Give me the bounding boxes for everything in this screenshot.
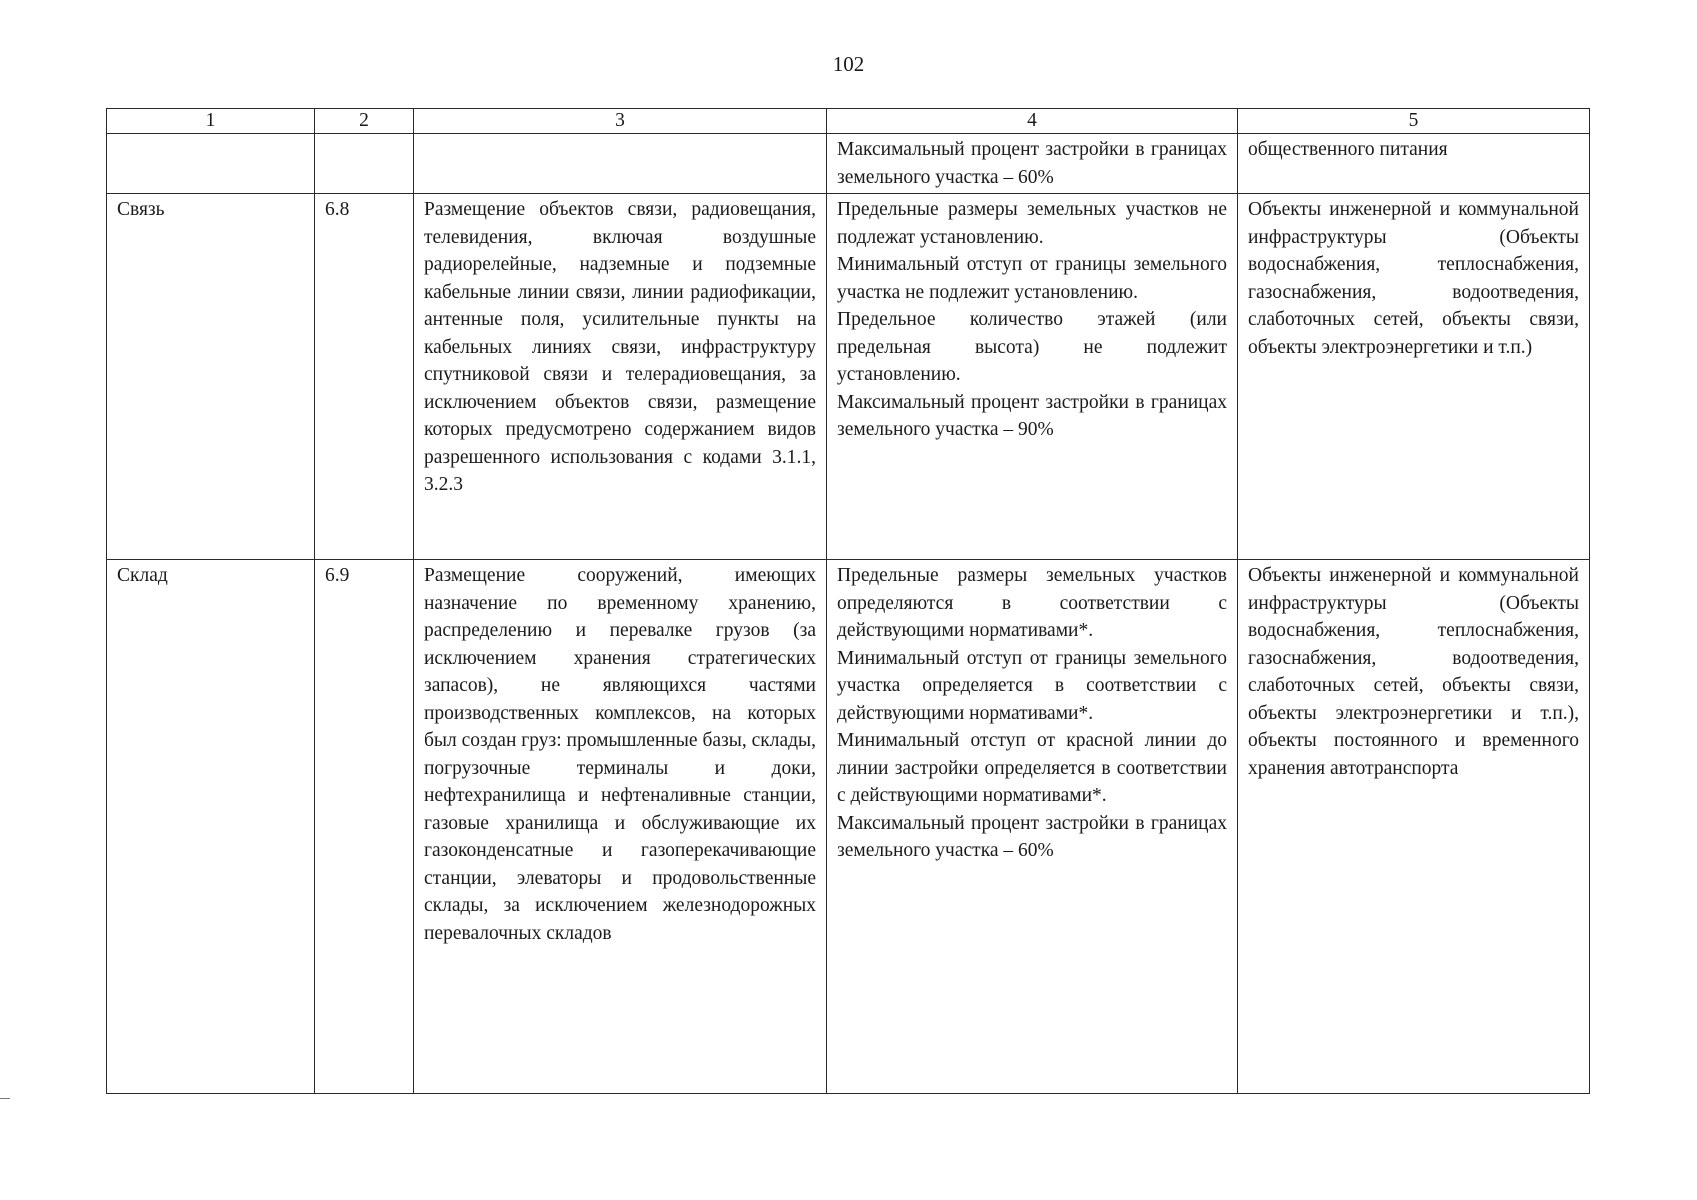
column-number-5: 5	[1238, 109, 1590, 134]
parameter-line: Предельные размеры земельных участков не подлежат установлению.	[837, 199, 1227, 248]
empty-cell	[414, 134, 827, 194]
land-use-code: 6.8	[315, 194, 414, 560]
parameter-line: Предельные размеры земельных участков определяются в соответствии с действующими нормативами*.	[837, 565, 1227, 641]
column-number-3: 3	[414, 109, 827, 134]
empty-cell	[315, 134, 414, 194]
header-row	[107, 109, 1590, 134]
scan-edge-mark	[0, 1098, 10, 1099]
land-use-description: Размещение сооружений, имеющих назначение по временному хранению, распределению и перевалке грузов (за исключением хранения стратегических запасов), не являющихся частями производственных комплексов, на которых был создан груз: промышленные базы, склады, погрузочные терминалы и доки, нефтехранилища и нефтеналивные станции, газовые хранилища и обслуживающие их газоконденсатные и газоперекачивающие станции, элеваторы и продовольственные склады, за исключением железнодорожных перевалочных складов	[414, 560, 827, 1094]
land-use-table	[106, 108, 1590, 1094]
objects-cell: общественного питания	[1238, 134, 1590, 194]
objects-cell: Объекты инженерной и коммунальной инфраструктуры (Объекты водоснабжения, теплоснабжения, газоснабжения, водоотведения, слаботочных сетей, объекты связи, объекты электроэнергетики и т.п.)	[1238, 194, 1590, 560]
objects-cell: Объекты инженерной и коммунальной инфраструктуры (Объекты водоснабжения, теплоснабжения, газоснабжения, водоотведения, слаботочных сетей, объекты связи, объекты электроэнергетики и т.п.), объекты постоянного и временного хранения автотранспорта	[1238, 560, 1590, 1094]
parameter-line: Минимальный отступ от границы земельного участка не подлежит установлению.	[837, 254, 1227, 303]
column-number-2: 2	[315, 109, 414, 134]
parameter-line: Максимальный процент застройки в границах земельного участка – 60%	[837, 812, 1227, 861]
column-number-4: 4	[827, 109, 1238, 134]
parameters-cell: Максимальный процент застройки в границах земельного участка – 60%	[827, 134, 1238, 194]
parameter-line: Минимальный отступ от красной линии до линии застройки определяется в соответствии с действующими нормативами*.	[837, 730, 1227, 806]
continuation-row	[107, 134, 1590, 194]
table-row	[107, 194, 1590, 560]
land-use-description: Размещение объектов связи, радиовещания, телевидения, включая воздушные радиорелейные, надземные и подземные кабельные линии связи, линии радиофикации, антенные поля, усилительные пункты на кабельных линиях связи, инфраструктуру спутниковой связи и телерадиовещания, за исключением объектов связи, размещение которых предусмотрено содержанием видов разрешенного использования с кодами 3.1.1, 3.2.3	[414, 194, 827, 560]
land-use-name: Склад	[107, 560, 315, 1094]
parameters-cell	[827, 560, 1238, 1094]
land-use-name: Связь	[107, 194, 315, 560]
parameter-line: Минимальный отступ от границы земельного участка определяется в соответствии с действующими нормативами*.	[837, 647, 1227, 724]
parameter-line: Предельное количество этажей (или предельная высота) не подлежит установлению.	[837, 309, 1227, 385]
table-row	[107, 560, 1590, 1094]
page-number: 102	[832, 52, 865, 76]
parameters-cell	[827, 194, 1238, 560]
empty-cell	[107, 134, 315, 194]
land-use-code: 6.9	[315, 560, 414, 1094]
parameter-line: Максимальный процент застройки в границах земельного участка – 90%	[837, 391, 1227, 440]
column-number-1: 1	[107, 109, 315, 134]
